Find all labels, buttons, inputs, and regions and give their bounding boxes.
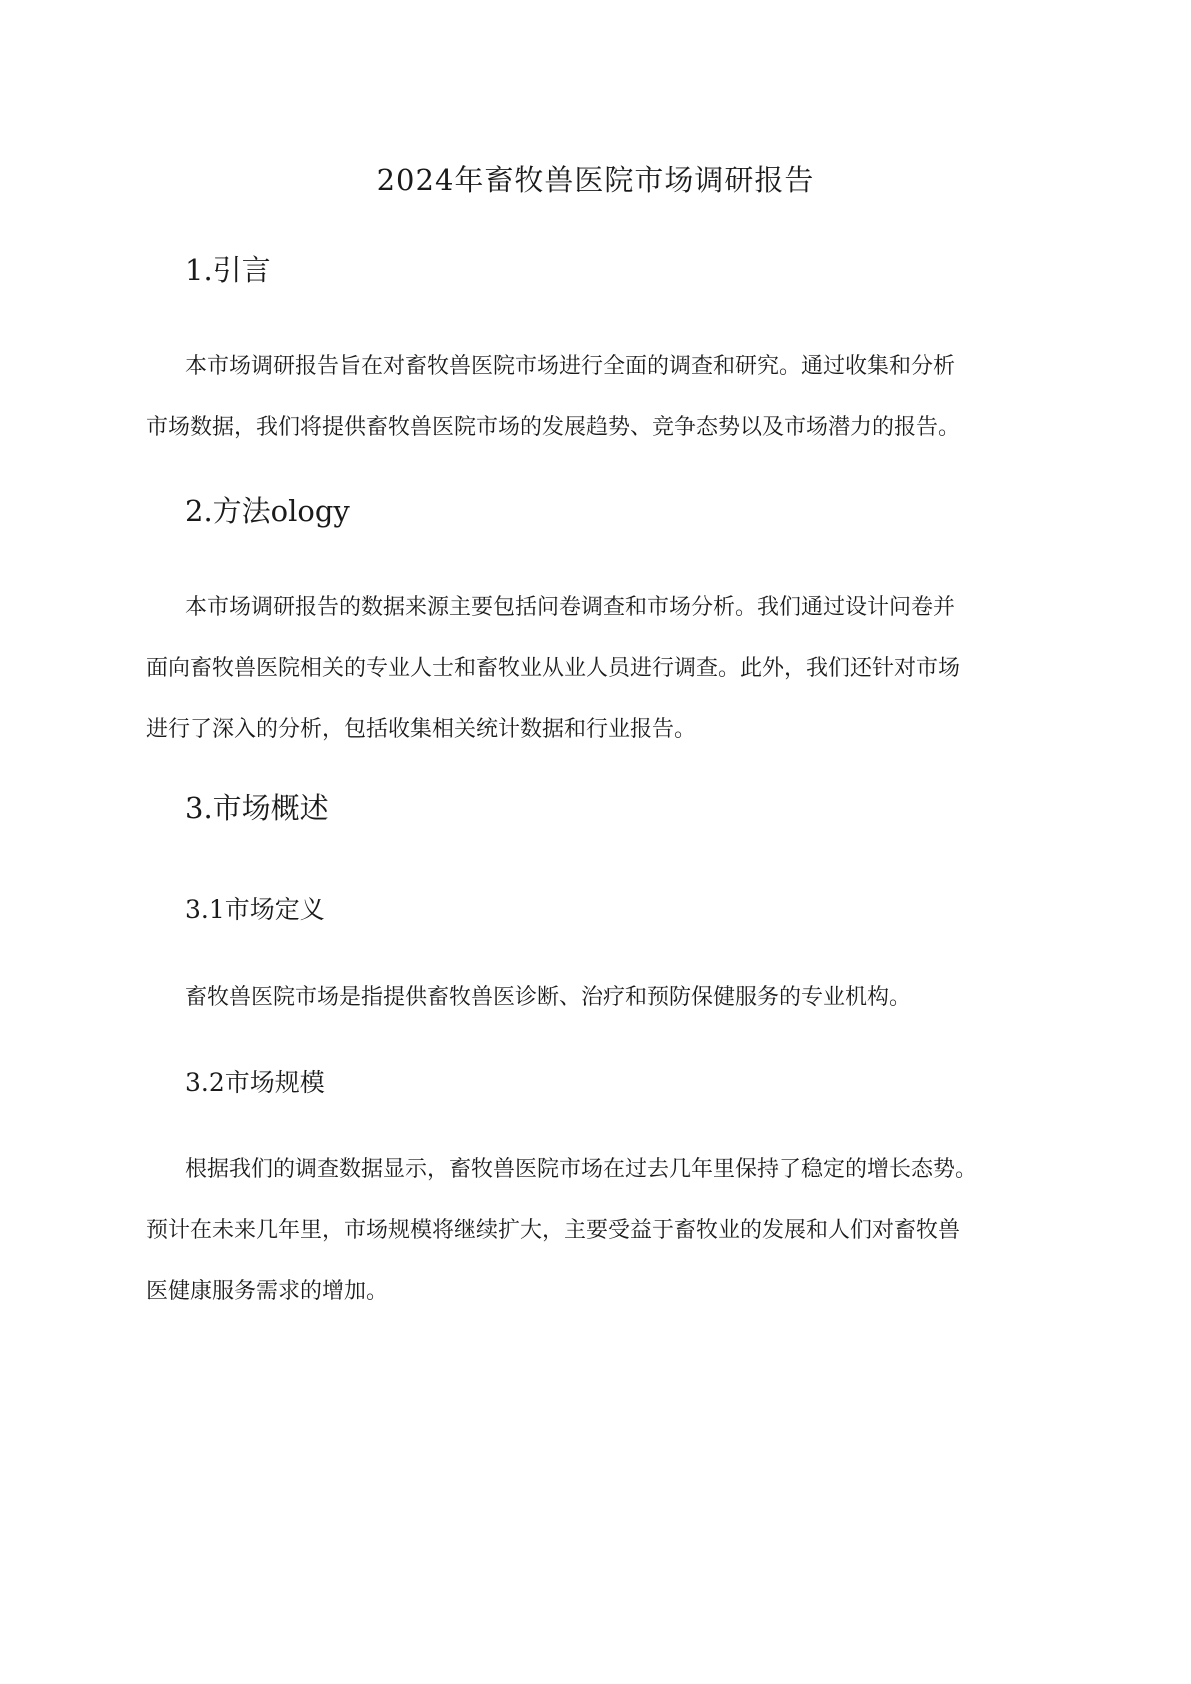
section-heading-market-overview: 3.市场概述 — [185, 791, 329, 825]
subsection-heading-market-definition: 3.1市场定义 — [185, 895, 325, 924]
document-title: 2024年畜牧兽医院市场调研报告 — [376, 163, 815, 197]
paragraph-introduction — [146, 352, 1066, 442]
paragraph-methodology — [146, 593, 1066, 744]
section-heading-methodology: 2.方法ology — [185, 494, 350, 528]
paragraph-market-size — [146, 1155, 1066, 1306]
paragraph-line: 本市场调研报告的数据来源主要包括问卷调查和市场分析。我们通过设计问卷并 — [185, 595, 956, 620]
paragraph-line: 面向畜牧兽医院相关的专业人士和畜牧业从业人员进行调查。此外，我们还针对市场 — [146, 656, 961, 681]
paragraph-line: 根据我们的调查数据显示，畜牧兽医院市场在过去几年里保持了稳定的增长态势。 — [185, 1157, 978, 1182]
subsection-heading-market-size: 3.2市场规模 — [185, 1068, 325, 1097]
paragraph-line: 市场数据，我们将提供畜牧兽医院市场的发展趋势、竞争态势以及市场潜力的报告。 — [146, 415, 961, 440]
paragraph-line: 畜牧兽医院市场是指提供畜牧兽医诊断、治疗和预防保健服务的专业机构。 — [185, 985, 912, 1010]
paragraph-line: 进行了深入的分析，包括收集相关统计数据和行业报告。 — [146, 717, 697, 742]
paragraph-line: 本市场调研报告旨在对畜牧兽医院市场进行全面的调查和研究。通过收集和分析 — [185, 354, 956, 379]
section-heading-introduction: 1.引言 — [185, 253, 271, 287]
paragraph-market-definition — [146, 983, 1066, 1012]
paragraph-line: 医健康服务需求的增加。 — [146, 1279, 389, 1304]
paragraph-line: 预计在未来几年里，市场规模将继续扩大，主要受益于畜牧业的发展和人们对畜牧兽 — [146, 1218, 961, 1243]
